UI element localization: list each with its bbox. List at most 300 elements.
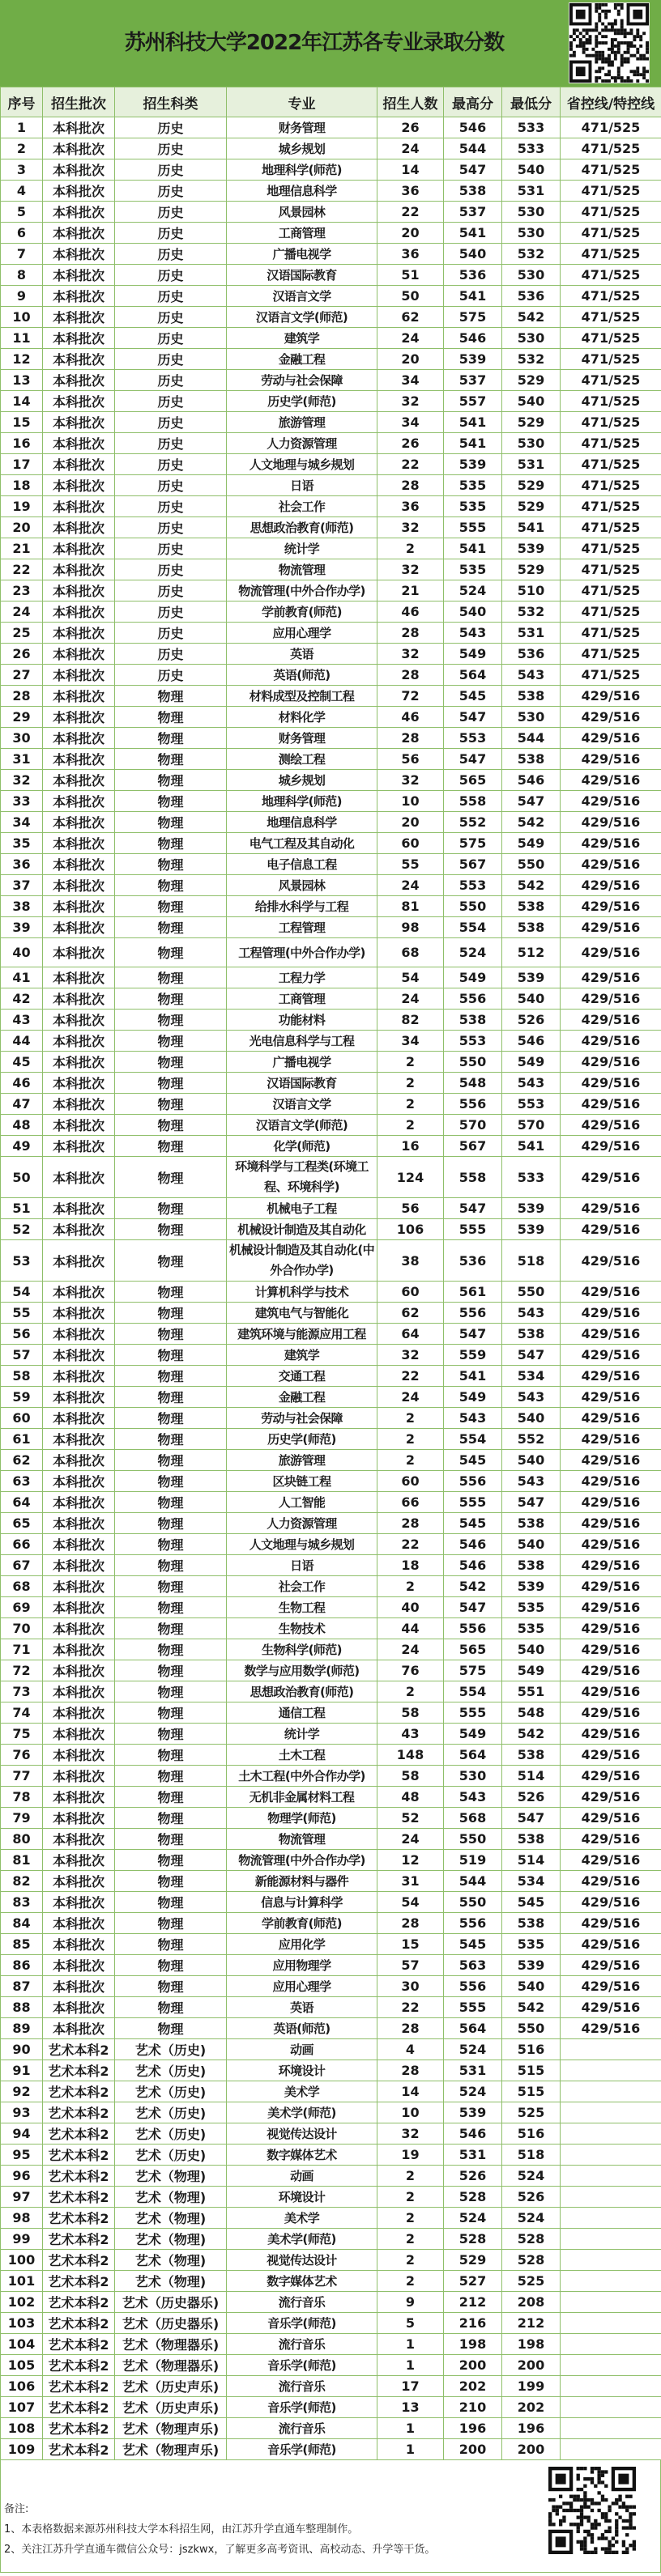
cell-quota: 32 <box>377 391 444 412</box>
cell-max-score: 545 <box>444 1513 502 1534</box>
table-row <box>1 1597 661 1618</box>
table-row <box>1 2166 661 2187</box>
cell-major: 思想政治教育(师范) <box>227 517 377 538</box>
cell-category: 物理 <box>115 1073 227 1094</box>
cell-control-line: 429/516 <box>561 854 661 875</box>
cell-index: 62 <box>1 1450 43 1471</box>
cell-category: 物理 <box>115 1010 227 1031</box>
cell-max-score: 545 <box>444 1934 502 1955</box>
cell-major: 环境设计 <box>227 2060 377 2081</box>
cell-min-score: 550 <box>502 2018 561 2039</box>
cell-quota: 2 <box>377 1450 444 1471</box>
table-row <box>1 1576 661 1597</box>
cell-quota: 43 <box>377 1724 444 1745</box>
table-header-row <box>1 87 661 117</box>
cell-control-line: 429/516 <box>561 1513 661 1534</box>
cell-major: 流行音乐 <box>227 2418 377 2439</box>
notes-footer <box>0 2460 661 2573</box>
cell-batch: 本科批次 <box>43 1324 115 1345</box>
cell-quota: 14 <box>377 159 444 181</box>
cell-min-score: 548 <box>502 1702 561 1724</box>
cell-min-score: 546 <box>502 1031 561 1052</box>
cell-major: 日语 <box>227 475 377 496</box>
cell-min-score: 514 <box>502 1766 561 1787</box>
cell-control-line <box>561 2292 661 2313</box>
cell-quota: 24 <box>377 1387 444 1408</box>
cell-batch: 本科批次 <box>43 307 115 328</box>
cell-major: 通信工程 <box>227 1702 377 1724</box>
cell-min-score: 543 <box>502 1471 561 1492</box>
cell-quota: 22 <box>377 1997 444 2018</box>
cell-max-score: 575 <box>444 833 502 854</box>
table-row <box>1 1745 661 1766</box>
table-row <box>1 370 661 391</box>
cell-max-score: 200 <box>444 2439 502 2460</box>
cell-index: 55 <box>1 1303 43 1324</box>
table-row <box>1 1913 661 1934</box>
cell-control-line: 429/516 <box>561 1136 661 1157</box>
cell-category: 艺术（历史器乐) <box>115 2313 227 2334</box>
cell-category: 物理 <box>115 1345 227 1366</box>
cell-control-line: 471/525 <box>561 265 661 286</box>
cell-max-score: 550 <box>444 1892 502 1913</box>
cell-min-score: 540 <box>502 159 561 181</box>
cell-min-score: 532 <box>502 349 561 370</box>
cell-index: 21 <box>1 538 43 559</box>
cell-quota: 106 <box>377 1219 444 1240</box>
cell-major: 材料化学 <box>227 707 377 728</box>
cell-control-line: 429/516 <box>561 1702 661 1724</box>
cell-batch: 本科批次 <box>43 1597 115 1618</box>
table-row <box>1 328 661 349</box>
cell-min-score: 530 <box>502 328 561 349</box>
header-index: 序号 <box>1 87 43 117</box>
cell-category: 物理 <box>115 833 227 854</box>
cell-max-score: 547 <box>444 1597 502 1618</box>
cell-major: 生物技术 <box>227 1618 377 1639</box>
cell-quota: 22 <box>377 1534 444 1555</box>
cell-quota: 34 <box>377 1031 444 1052</box>
cell-batch: 本科批次 <box>43 1576 115 1597</box>
cell-index: 66 <box>1 1534 43 1555</box>
cell-control-line: 471/525 <box>561 601 661 623</box>
cell-min-score: 532 <box>502 244 561 265</box>
cell-quota: 24 <box>377 328 444 349</box>
cell-control-line: 471/525 <box>561 117 661 138</box>
cell-min-score: 539 <box>502 538 561 559</box>
cell-index: 38 <box>1 896 43 917</box>
cell-batch: 本科批次 <box>43 1534 115 1555</box>
cell-batch: 艺术本科2 <box>43 2250 115 2271</box>
cell-major: 无机非金属材料工程 <box>227 1787 377 1808</box>
cell-min-score: 540 <box>502 1534 561 1555</box>
cell-min-score: 540 <box>502 1639 561 1660</box>
cell-batch: 本科批次 <box>43 1429 115 1450</box>
cell-max-score: 531 <box>444 2145 502 2166</box>
cell-major: 广播电视学 <box>227 1052 377 1073</box>
table-row <box>1 2355 661 2376</box>
cell-control-line: 471/525 <box>561 349 661 370</box>
cell-category: 物理 <box>115 1136 227 1157</box>
notes-line-2: 2、关注江苏升学直通车微信公众号：jszkwx，了解更多高考资讯、高校动态、升学等干货。 <box>4 2544 436 2556</box>
cell-max-score: 558 <box>444 1157 502 1198</box>
cell-major: 音乐学(师范) <box>227 2439 377 2460</box>
cell-max-score: 538 <box>444 1010 502 1031</box>
cell-index: 57 <box>1 1345 43 1366</box>
cell-min-score: 529 <box>502 559 561 580</box>
cell-index: 56 <box>1 1324 43 1345</box>
cell-control-line: 429/516 <box>561 1345 661 1366</box>
cell-min-score: 518 <box>502 1240 561 1282</box>
cell-index: 4 <box>1 181 43 202</box>
cell-control-line <box>561 2250 661 2271</box>
cell-major: 汉语国际教育 <box>227 1073 377 1094</box>
table-row <box>1 707 661 728</box>
cell-quota: 2 <box>377 538 444 559</box>
cell-index: 12 <box>1 349 43 370</box>
cell-major: 物流管理 <box>227 1829 377 1850</box>
cell-batch: 本科批次 <box>43 1073 115 1094</box>
cell-max-score: 212 <box>444 2292 502 2313</box>
cell-control-line: 429/516 <box>561 707 661 728</box>
cell-max-score: 524 <box>444 2039 502 2060</box>
cell-min-score: 199 <box>502 2376 561 2397</box>
table-row <box>1 2250 661 2271</box>
cell-index: 97 <box>1 2187 43 2208</box>
cell-index: 36 <box>1 854 43 875</box>
cell-min-score: 530 <box>502 707 561 728</box>
cell-min-score: 516 <box>502 2039 561 2060</box>
cell-batch: 本科批次 <box>43 1934 115 1955</box>
cell-major: 人文地理与城乡规划 <box>227 454 377 475</box>
cell-max-score: 541 <box>444 1366 502 1387</box>
cell-index: 91 <box>1 2060 43 2081</box>
cell-quota: 36 <box>377 244 444 265</box>
cell-category: 艺术（历史声乐) <box>115 2397 227 2418</box>
cell-quota: 12 <box>377 1850 444 1871</box>
cell-category: 物理 <box>115 812 227 833</box>
cell-index: 9 <box>1 286 43 307</box>
cell-major: 数字媒体艺术 <box>227 2145 377 2166</box>
cell-major: 社会工作 <box>227 1576 377 1597</box>
cell-category: 历史 <box>115 644 227 665</box>
cell-min-score: 536 <box>502 286 561 307</box>
cell-max-score: 575 <box>444 1660 502 1681</box>
cell-min-score: 528 <box>502 2250 561 2271</box>
cell-index: 102 <box>1 2292 43 2313</box>
cell-index: 69 <box>1 1597 43 1618</box>
cell-control-line: 429/516 <box>561 1492 661 1513</box>
table-row <box>1 1052 661 1073</box>
table-row <box>1 517 661 538</box>
cell-batch: 艺术本科2 <box>43 2060 115 2081</box>
cell-quota: 64 <box>377 1324 444 1345</box>
cell-category: 艺术（物理) <box>115 2250 227 2271</box>
cell-category: 物理 <box>115 1303 227 1324</box>
cell-major: 物流管理(中外合作办学) <box>227 580 377 601</box>
cell-max-score: 524 <box>444 580 502 601</box>
cell-major: 英语(师范) <box>227 2018 377 2039</box>
cell-max-score: 554 <box>444 917 502 938</box>
cell-batch: 艺术本科2 <box>43 2313 115 2334</box>
cell-control-line: 471/525 <box>561 454 661 475</box>
cell-category: 艺术（物理) <box>115 2271 227 2292</box>
cell-batch: 本科批次 <box>43 559 115 580</box>
cell-batch: 本科批次 <box>43 1808 115 1829</box>
cell-index: 7 <box>1 244 43 265</box>
table-row <box>1 1303 661 1324</box>
cell-index: 89 <box>1 2018 43 2039</box>
cell-control-line: 429/516 <box>561 1955 661 1976</box>
cell-min-score: 547 <box>502 1492 561 1513</box>
cell-quota: 10 <box>377 791 444 812</box>
cell-min-score: 538 <box>502 1829 561 1850</box>
cell-category: 物理 <box>115 1892 227 1913</box>
cell-min-score: 525 <box>502 2102 561 2123</box>
cell-max-score: 537 <box>444 370 502 391</box>
cell-control-line: 429/516 <box>561 1850 661 1871</box>
table-row <box>1 1073 661 1094</box>
cell-category: 艺术（历史) <box>115 2081 227 2102</box>
cell-major: 人工智能 <box>227 1492 377 1513</box>
cell-index: 82 <box>1 1871 43 1892</box>
cell-index: 81 <box>1 1850 43 1871</box>
header-category: 招生科类 <box>115 87 227 117</box>
cell-index: 52 <box>1 1219 43 1240</box>
table-row <box>1 2145 661 2166</box>
cell-category: 物理 <box>115 917 227 938</box>
cell-batch: 本科批次 <box>43 1094 115 1115</box>
cell-control-line: 429/516 <box>561 1618 661 1639</box>
cell-major: 美术学(师范) <box>227 2229 377 2250</box>
cell-batch: 本科批次 <box>43 454 115 475</box>
table-row <box>1 1681 661 1702</box>
cell-major: 音乐学(师范) <box>227 2313 377 2334</box>
cell-batch: 艺术本科2 <box>43 2166 115 2187</box>
cell-min-score: 532 <box>502 601 561 623</box>
table-body <box>1 117 661 2460</box>
cell-category: 物理 <box>115 967 227 988</box>
cell-major: 新能源材料与器件 <box>227 1871 377 1892</box>
cell-category: 历史 <box>115 433 227 454</box>
cell-min-score: 200 <box>502 2355 561 2376</box>
cell-quota: 56 <box>377 749 444 770</box>
cell-category: 物理 <box>115 1282 227 1303</box>
cell-quota: 20 <box>377 812 444 833</box>
cell-major: 地理信息科学 <box>227 812 377 833</box>
cell-max-score: 540 <box>444 601 502 623</box>
cell-min-score: 540 <box>502 391 561 412</box>
cell-category: 物理 <box>115 1240 227 1282</box>
cell-major: 美术学 <box>227 2208 377 2229</box>
cell-batch: 本科批次 <box>43 854 115 875</box>
cell-batch: 艺术本科2 <box>43 2208 115 2229</box>
cell-batch: 本科批次 <box>43 1745 115 1766</box>
cell-control-line: 471/525 <box>561 286 661 307</box>
cell-control-line: 429/516 <box>561 1471 661 1492</box>
cell-max-score: 546 <box>444 2123 502 2145</box>
cell-quota: 24 <box>377 875 444 896</box>
cell-category: 艺术（物理) <box>115 2166 227 2187</box>
cell-control-line: 429/516 <box>561 1157 661 1198</box>
cell-index: 75 <box>1 1724 43 1745</box>
cell-quota: 36 <box>377 496 444 517</box>
cell-batch: 本科批次 <box>43 412 115 433</box>
cell-major: 学前教育(师范) <box>227 1913 377 1934</box>
cell-category: 物理 <box>115 686 227 707</box>
cell-index: 24 <box>1 601 43 623</box>
table-row <box>1 1829 661 1850</box>
cell-control-line: 429/516 <box>561 1639 661 1660</box>
cell-min-score: 536 <box>502 644 561 665</box>
cell-quota: 14 <box>377 2081 444 2102</box>
cell-min-score: 538 <box>502 1555 561 1576</box>
cell-batch: 本科批次 <box>43 1115 115 1136</box>
cell-min-score: 196 <box>502 2418 561 2439</box>
cell-min-score: 524 <box>502 2166 561 2187</box>
cell-min-score: 531 <box>502 181 561 202</box>
cell-quota: 13 <box>377 2397 444 2418</box>
cell-max-score: 549 <box>444 1387 502 1408</box>
cell-category: 物理 <box>115 1450 227 1471</box>
cell-index: 17 <box>1 454 43 475</box>
table-row <box>1 1555 661 1576</box>
cell-quota: 31 <box>377 1871 444 1892</box>
cell-quota: 28 <box>377 728 444 749</box>
cell-major: 英语 <box>227 1997 377 2018</box>
cell-index: 90 <box>1 2039 43 2060</box>
cell-control-line <box>561 2081 661 2102</box>
cell-major: 视觉传达设计 <box>227 2123 377 2145</box>
cell-major: 动画 <box>227 2166 377 2187</box>
cell-min-score: 543 <box>502 665 561 686</box>
cell-control-line: 429/516 <box>561 1408 661 1429</box>
cell-quota: 20 <box>377 223 444 244</box>
cell-min-score: 512 <box>502 938 561 967</box>
cell-category: 物理 <box>115 1157 227 1198</box>
cell-major: 地理信息科学 <box>227 181 377 202</box>
cell-index: 29 <box>1 707 43 728</box>
table-row <box>1 1240 661 1282</box>
cell-max-score: 541 <box>444 412 502 433</box>
cell-control-line: 429/516 <box>561 2018 661 2039</box>
cell-quota: 28 <box>377 475 444 496</box>
cell-max-score: 545 <box>444 1450 502 1471</box>
cell-category: 历史 <box>115 265 227 286</box>
cell-index: 96 <box>1 2166 43 2187</box>
cell-quota: 48 <box>377 1787 444 1808</box>
cell-quota: 51 <box>377 265 444 286</box>
cell-category: 物理 <box>115 1031 227 1052</box>
cell-category: 物理 <box>115 1115 227 1136</box>
cell-index: 87 <box>1 1976 43 1997</box>
cell-control-line: 429/516 <box>561 833 661 854</box>
cell-max-score: 528 <box>444 2187 502 2208</box>
cell-max-score: 554 <box>444 1681 502 1702</box>
table-row <box>1 728 661 749</box>
cell-quota: 28 <box>377 2060 444 2081</box>
cell-max-score: 543 <box>444 623 502 644</box>
cell-control-line <box>561 2166 661 2187</box>
cell-index: 20 <box>1 517 43 538</box>
cell-category: 历史 <box>115 412 227 433</box>
cell-control-line <box>561 2229 661 2250</box>
cell-batch: 本科批次 <box>43 496 115 517</box>
cell-major: 功能材料 <box>227 1010 377 1031</box>
cell-control-line: 429/516 <box>561 1450 661 1471</box>
cell-min-score: 549 <box>502 1660 561 1681</box>
table-row <box>1 2123 661 2145</box>
cell-batch: 本科批次 <box>43 1829 115 1850</box>
cell-quota: 34 <box>377 412 444 433</box>
cell-max-score: 555 <box>444 517 502 538</box>
cell-batch: 本科批次 <box>43 1157 115 1198</box>
cell-category: 物理 <box>115 1660 227 1681</box>
cell-max-score: 553 <box>444 875 502 896</box>
cell-category: 物理 <box>115 1808 227 1829</box>
cell-index: 51 <box>1 1198 43 1219</box>
cell-control-line: 471/525 <box>561 559 661 580</box>
cell-control-line: 429/516 <box>561 770 661 791</box>
cell-quota: 34 <box>377 370 444 391</box>
cell-major: 应用物理学 <box>227 1955 377 1976</box>
cell-category: 历史 <box>115 454 227 475</box>
cell-quota: 2 <box>377 2187 444 2208</box>
cell-batch: 艺术本科2 <box>43 2355 115 2376</box>
cell-category: 物理 <box>115 896 227 917</box>
cell-quota: 62 <box>377 307 444 328</box>
cell-batch: 本科批次 <box>43 601 115 623</box>
cell-category: 历史 <box>115 475 227 496</box>
cell-batch: 本科批次 <box>43 181 115 202</box>
table-row <box>1 265 661 286</box>
cell-quota: 82 <box>377 1010 444 1031</box>
cell-batch: 本科批次 <box>43 1787 115 1808</box>
cell-min-score: 535 <box>502 1618 561 1639</box>
cell-index: 53 <box>1 1240 43 1282</box>
page-title: 苏州科技大学2022年江苏各专业录取分数 <box>124 31 505 55</box>
cell-quota: 2 <box>377 1429 444 1450</box>
header-control-line: 省控线/特控线 <box>561 87 661 117</box>
cell-min-score: 549 <box>502 833 561 854</box>
cell-batch: 本科批次 <box>43 1450 115 1471</box>
cell-min-score: 540 <box>502 1450 561 1471</box>
cell-index: 32 <box>1 770 43 791</box>
cell-batch: 本科批次 <box>43 791 115 812</box>
cell-quota: 32 <box>377 559 444 580</box>
cell-min-score: 524 <box>502 2208 561 2229</box>
cell-control-line <box>561 2187 661 2208</box>
cell-quota: 62 <box>377 1303 444 1324</box>
cell-major: 人力资源管理 <box>227 1513 377 1534</box>
cell-index: 109 <box>1 2439 43 2460</box>
cell-control-line: 429/516 <box>561 1366 661 1387</box>
cell-batch: 本科批次 <box>43 1240 115 1282</box>
cell-max-score: 547 <box>444 1324 502 1345</box>
cell-max-score: 543 <box>444 1408 502 1429</box>
cell-max-score: 554 <box>444 1429 502 1450</box>
table-row <box>1 812 661 833</box>
cell-min-score: 544 <box>502 728 561 749</box>
cell-max-score: 541 <box>444 538 502 559</box>
notes <box>4 2499 435 2560</box>
cell-max-score: 540 <box>444 244 502 265</box>
cell-batch: 本科批次 <box>43 117 115 138</box>
cell-index: 93 <box>1 2102 43 2123</box>
cell-major: 土木工程(中外合作办学) <box>227 1766 377 1787</box>
cell-index: 10 <box>1 307 43 328</box>
cell-control-line: 429/516 <box>561 1198 661 1219</box>
